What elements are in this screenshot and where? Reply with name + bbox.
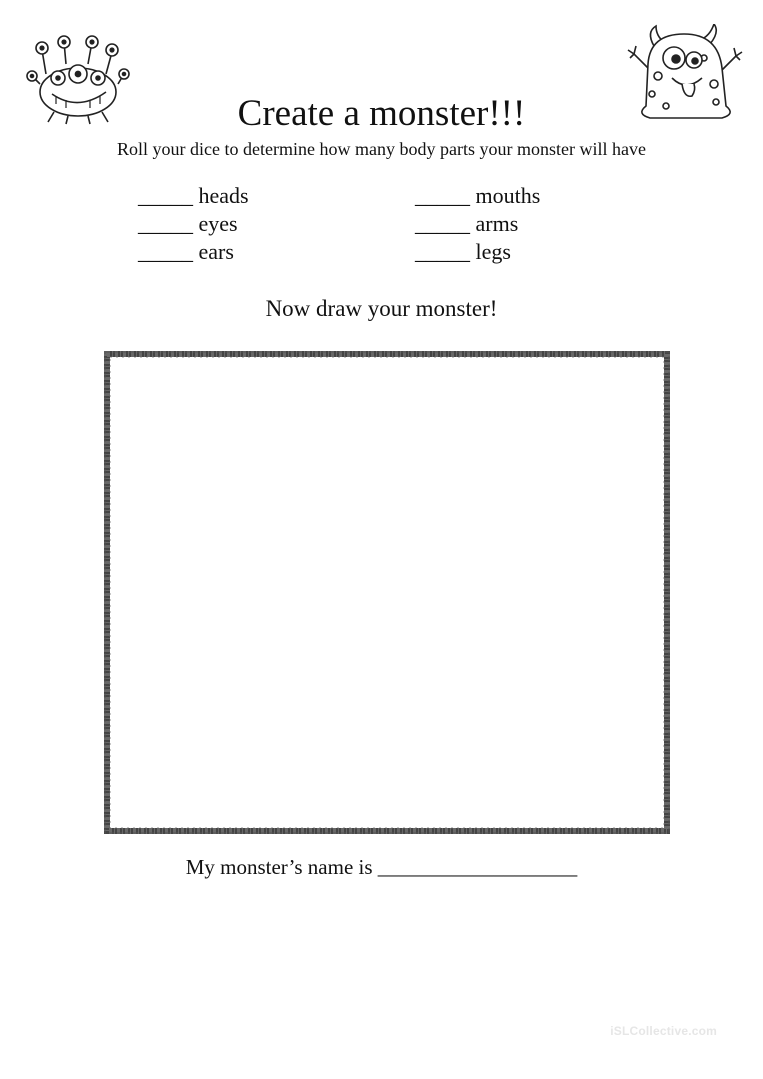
- body-part-label: arms: [475, 211, 519, 236]
- answer-blank: _____: [138, 183, 193, 208]
- answer-blank: _____: [415, 211, 470, 236]
- answer-blank: _____: [415, 239, 470, 264]
- body-parts-right-column: [415, 182, 540, 266]
- body-part-label: mouths: [475, 183, 541, 208]
- body-part-row-ears: [138, 238, 249, 266]
- drawing-area-border: [104, 351, 670, 834]
- body-part-row-legs: [415, 238, 540, 266]
- body-part-row-arms: [415, 210, 540, 238]
- body-part-label: heads: [198, 183, 249, 208]
- name-answer-blank: ___________________: [377, 855, 578, 879]
- body-part-label: eyes: [198, 211, 238, 236]
- answer-blank: _____: [138, 211, 193, 236]
- body-part-label: legs: [475, 239, 511, 264]
- answer-blank: _____: [415, 183, 470, 208]
- worksheet-instructions: Roll your dice to determine how many body parts your monster will have: [117, 139, 646, 159]
- name-prompt-label: My monster’s name is: [185, 855, 373, 879]
- body-part-label: ears: [198, 239, 234, 264]
- body-parts-left-column: [138, 182, 249, 266]
- body-part-row-mouths: [415, 182, 540, 210]
- monster-name-prompt: [0, 853, 763, 881]
- answer-blank: _____: [138, 239, 193, 264]
- worksheet-title: Create a monster!!!: [237, 93, 526, 134]
- watermark: iSLCollective.com: [610, 1024, 717, 1038]
- drawing-area[interactable]: [104, 351, 670, 834]
- body-part-row-eyes: [138, 210, 249, 238]
- draw-prompt: Now draw your monster!: [265, 296, 498, 321]
- body-part-row-heads: [138, 182, 249, 210]
